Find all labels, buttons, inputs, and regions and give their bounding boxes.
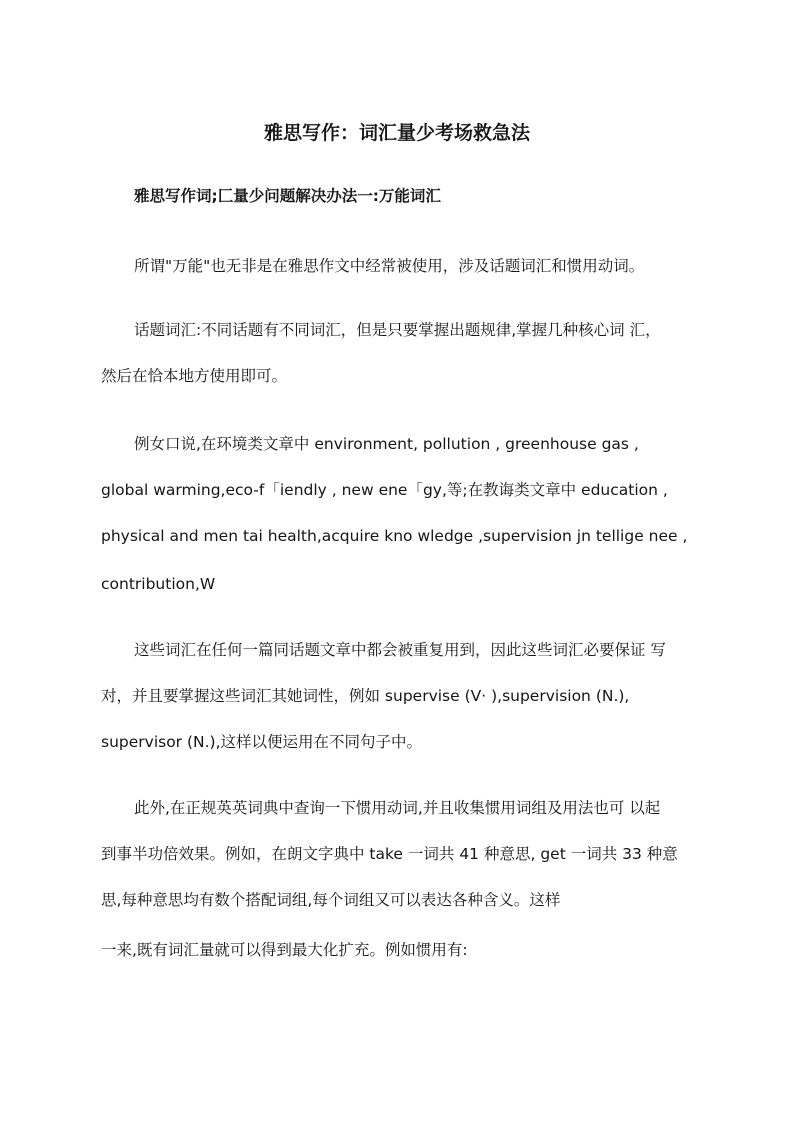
paragraph-line: global warming,eco-f「iendly , new ene「gy,等;在教诲类文章中 education , xyxy=(101,481,668,499)
paragraph-line: 然后在恰本地方使用即可。 xyxy=(101,367,288,385)
paragraph-line: 所谓"万能"也无非是在雅思作文中经常被使用，涉及话题词汇和惯用动词。 xyxy=(134,257,645,275)
section-heading: 雅思写作词;匚量少问题解决办法一:万能词汇 xyxy=(134,187,441,205)
paragraph-line: supervisor (N.),这样以便运用在不同句子中。 xyxy=(101,733,423,751)
paragraph-line: 此外,在正规英英词典中查询一下惯用动词,并且收集惯用词组及用法也可 以起 xyxy=(134,799,661,817)
paragraph-line: 话题词汇:不同话题有不同词汇，但是只要掌握出题规律,掌握几种核心词 汇， xyxy=(134,321,661,339)
paragraph-line: physical and men tai health,acquire kno wledge ,supervision jn tellige nee , xyxy=(101,527,688,545)
document-title: 雅思写作：词汇量少考场救急法 xyxy=(263,122,530,144)
paragraph-line: 这些词汇在任何一篇同话题文章中都会被重复用到，因此这些词汇必要保证 写 xyxy=(134,641,666,659)
paragraph-line: 对，并且要掌握这些词汇其她词性，例如 supervise (V· ),supervision (N.), xyxy=(101,687,630,705)
paragraph-line: 例女口说,在环境类文章中 environment, pollution , greenhouse gas , xyxy=(134,435,639,453)
paragraph-line: 到事半功倍效果。例如，在朗文字典中 take 一词共 41 种意思, get 一词共 33 种意 xyxy=(101,845,678,863)
paragraph-line: 思,每种意思均有数个搭配词组,每个词组又可以表达各种含义。这样 xyxy=(101,891,561,909)
paragraph-line: contribution,W xyxy=(101,575,216,593)
paragraph-line: 一来,既有词汇量就可以得到最大化扩充。例如惯用有: xyxy=(101,941,468,959)
